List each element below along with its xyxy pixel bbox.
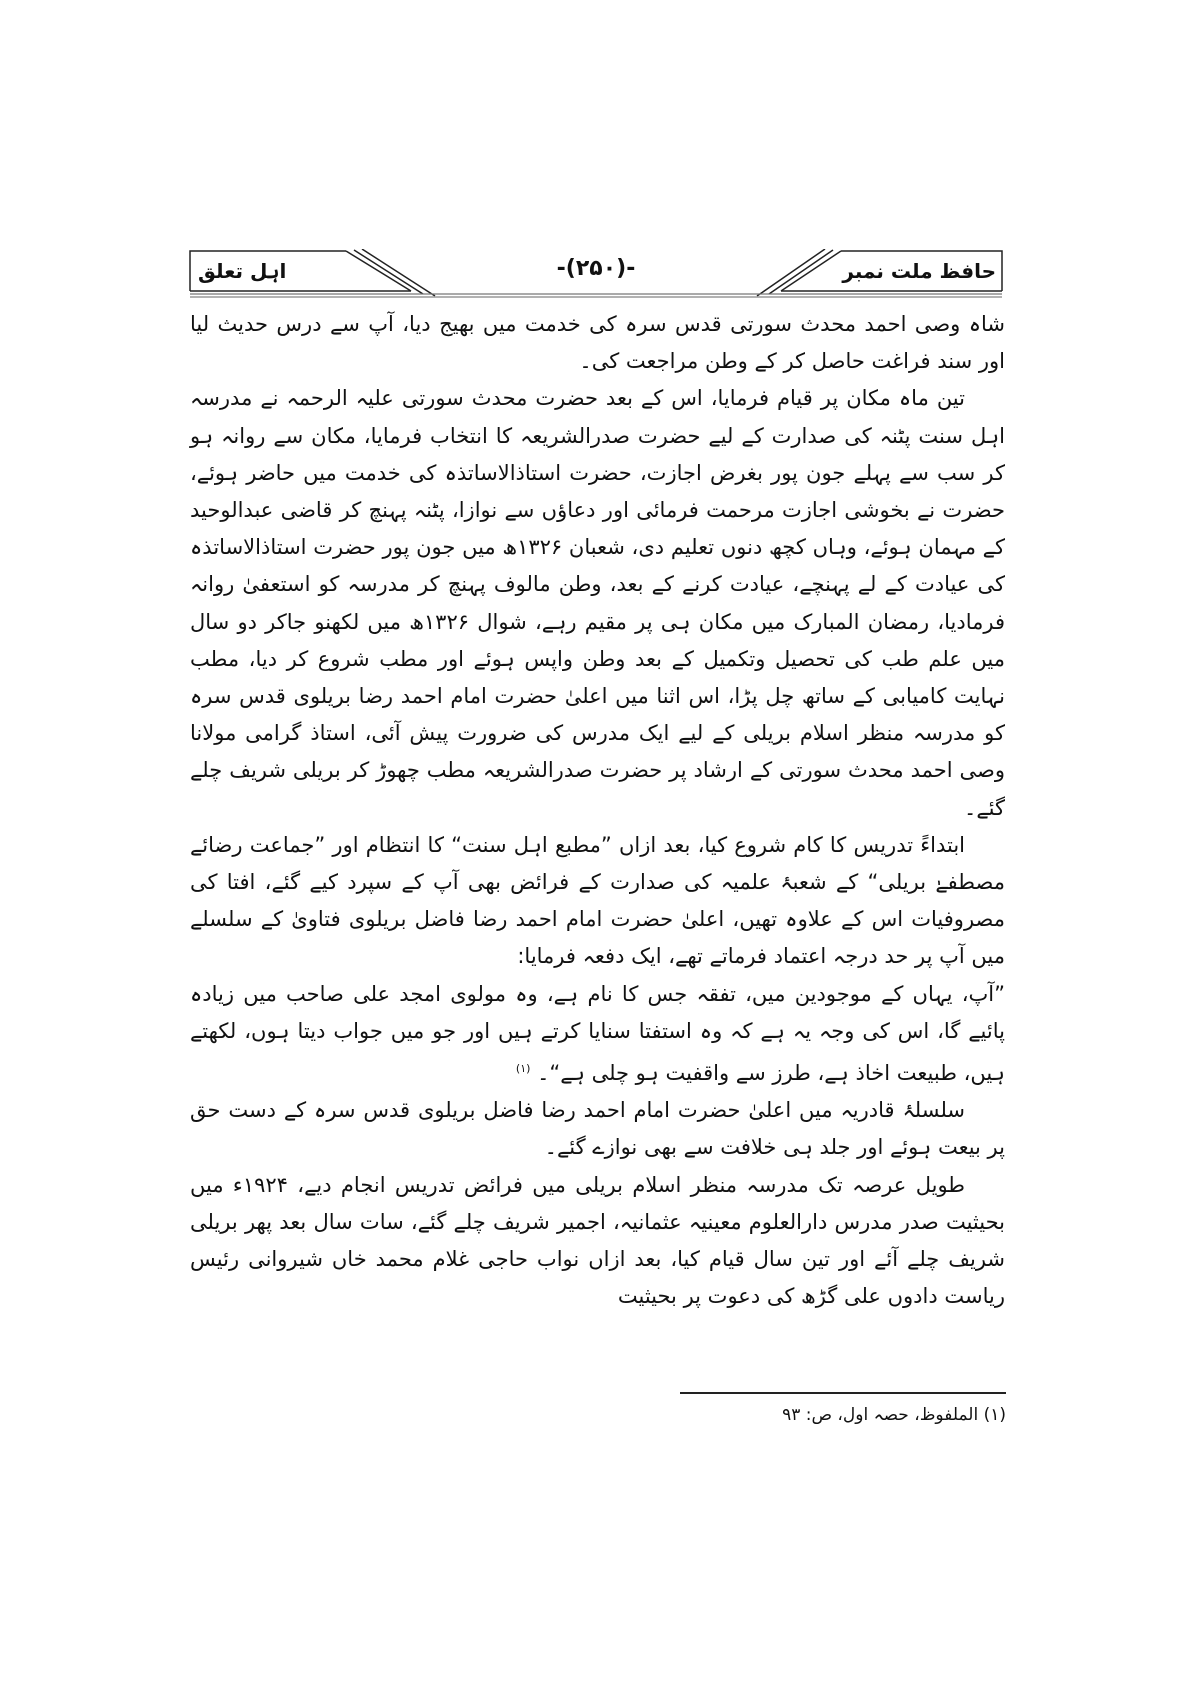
footnote-divider xyxy=(680,1392,1006,1394)
paragraph: سلسلۂ قادریہ میں اعلیٰ حضرت امام احمد رضا فاضل بریلوی قدس سرہ کے دست حق پر بیعت ہوئے اور جلد ہی خلافت سے بھی نوازے گئے۔ xyxy=(190,1098,1005,1160)
paragraph: طویل عرصہ تک مدرسہ منظر اسلام بریلی میں فرائض تدریس انجام دیے، ۱۹۲۴ء میں بحیثیت صدر مدرس دارالعلوم معینیہ عثمانیہ، اجمیر شریف چلے گئے، سات سال بعد پھر بریلی شریف چلے آئے اور تین سال قیام کیا، بعد ازاں نواب حاجی غلام محمد خاں شیروانی رئیس ریاست دادوں علی گڑھ کی دعوت پر بحیثیت xyxy=(190,1172,1005,1309)
page-header xyxy=(186,249,1006,299)
header-section-title: اہل تعلق xyxy=(198,259,287,283)
header-left-diagonal-3 xyxy=(362,249,435,296)
body-text xyxy=(190,306,1005,1315)
paragraph-continuation: شاہ وصی احمد محدث سورتی قدس سرہ کی خدمت میں بھیج دیا، آپ سے درس حدیث لیا اور سند فراغت حاصل کر کے وطن مراجعت کی۔ xyxy=(190,312,1005,374)
footnote: (۱) الملفوظ، حصہ اول، ص: ۹۳ xyxy=(782,1405,1006,1425)
footnote-reference[interactable]: (۱) xyxy=(515,1062,531,1076)
page-number: -(۲۵۰)- xyxy=(556,256,636,281)
header-publication-title: حافظ ملت نمبر xyxy=(842,259,996,283)
paragraph: تین ماہ مکان پر قیام فرمایا، اس کے بعد حضرت محدث سورتی علیہ الرحمہ نے مدرسہ اہل سنت پٹنہ کی صدارت کے لیے حضرت صدرالشریعہ کا انتخاب فرمایا، مکان سے روانہ ہو کر سب سے پہلے جون پور بغرض اجازت، حضرت استاذالاساتذہ کی خدمت میں حاضر ہوئے، حضرت نے بخوشی اجازت مرحمت فرمائی اور دعاؤں سے نوازا، پٹنہ پہنچ کر قاضی عبدالوحید کے مہمان ہوئے، وہاں کچھ دنوں تعلیم دی، شعبان ۱۳۲۶ھ میں جون پور حضرت استاذالاساتذہ کی عیادت کے لے پہنچے، عیادت کرنے کے بعد، وطن مالوف پہنچ کر مدرسہ کو استعفیٰ روانہ فرمادیا، رمضان المبارک میں مکان ہی پر مقیم رہے، شوال ۱۳۲۶ھ میں لکھنو جاکر دو سال میں علم طب کی تحصیل وتکمیل کے بعد وطن واپس ہوئے اور مطب شروع کر دیا، مطب نہایت کامیابی کے ساتھ چل پڑا، اس اثنا میں اعلیٰ حضرت امام احمد رضا بریلوی قدس سرہ کو مدرسہ منظر اسلام بریلی کے لیے ایک مدرس کی ضرورت پیش آئی، استاذ گرامی مولانا وصی احمد محدث سورتی کے ارشاد پر حضرت صدرالشریعہ مطب چھوڑ کر بریلی شریف چلے گئے۔ xyxy=(190,386,1006,820)
quotation-text: ”آپ، یہاں کے موجودین میں، تفقہ جس کا نام ہے، وہ مولوی امجد علی صاحب میں زیادہ پائیے گا، اس کی وجہ یہ ہے کہ وہ استفتا سنایا کرتے ہیں اور جو میں جواب دیتا ہوں، لکھتے ہیں، طبیعت اخاذ ہے، طرز سے واقفیت ہو چلی ہے“۔ xyxy=(190,981,1005,1086)
header-left-diagonal-2 xyxy=(354,250,423,294)
quotation-paragraph xyxy=(190,976,1005,1093)
paragraph: ابتداءً تدریس کا کام شروع کیا، بعد ازاں ”مطبع اہل سنت“ کا انتظام اور ”جماعت رضائے مصطفےٰ بریلی“ کے شعبۂ علمیہ کی صدارت کے فرائض بھی آپ کے سپرد کیے گئے، افتا کی مصروفیات اس کے علاوہ تھیں، اعلیٰ حضرت امام احمد رضا فاضل بریلوی فتاویٰ کے سلسلے میں آپ پر حد درجہ اعتماد فرماتے تھے، ایک دفعہ فرمایا: xyxy=(190,832,1005,969)
